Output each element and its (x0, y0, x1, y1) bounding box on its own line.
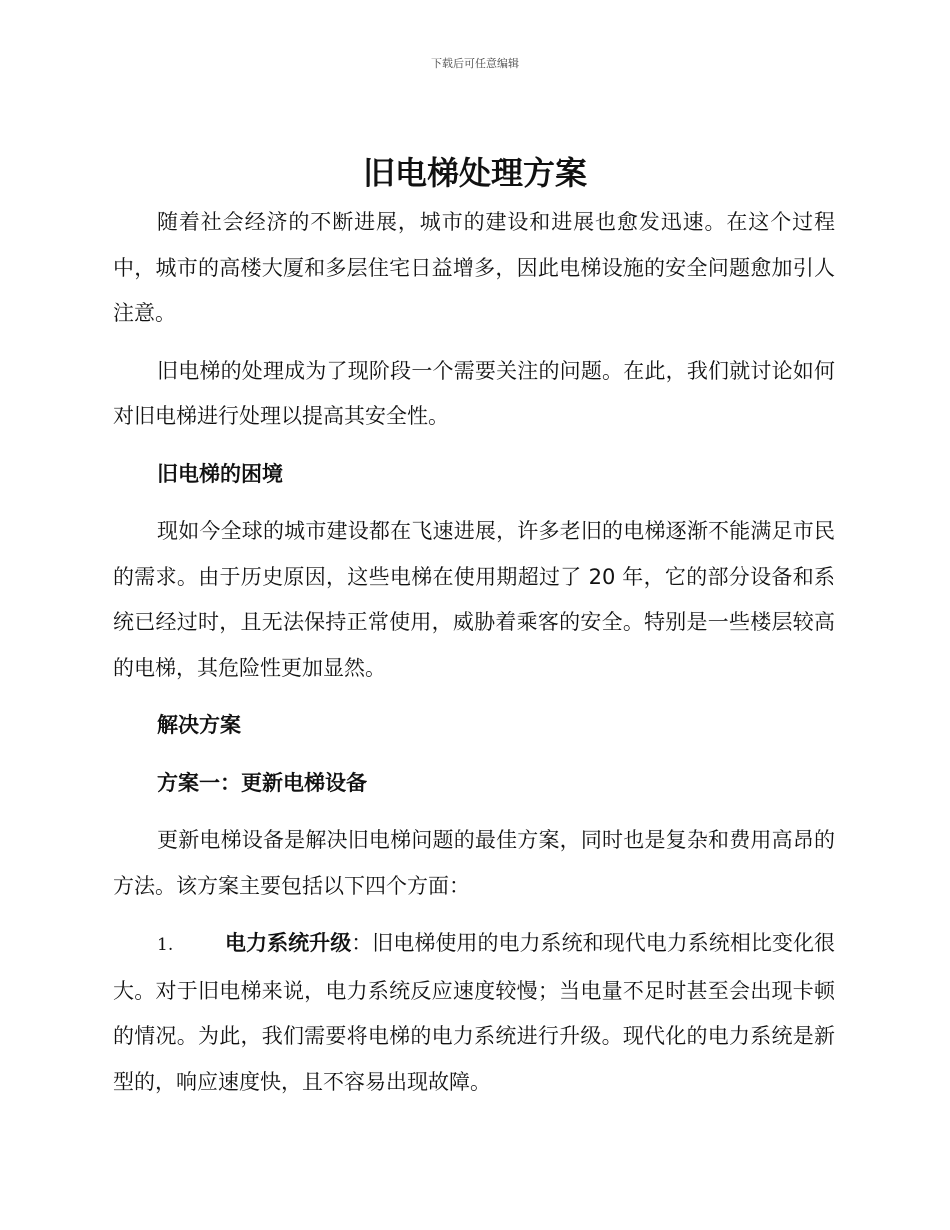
heading-plan-one: 方案一：更新电梯设备 (157, 770, 367, 795)
plan-one-intro-paragraph: 更新电梯设备是解决旧电梯问题的最佳方案，同时也是复杂和费用高昂的方法。该方案主要包括以下四个方面： (113, 828, 835, 898)
list-item-text: ：旧电梯使用的电力系统和现代电力系统相比变化很大。对于旧电梯来说，电力系统反应速度较慢；当电量不足时甚至会出现卡顿的情况。为此，我们需要将电梯的电力系统进行升级。现代化的电力系统是新型的，响应速度快，且不容易出现故障。 (113, 931, 836, 1094)
document-body (113, 200, 835, 1117)
dilemma-paragraph: 现如今全球的城市建设都在飞速进展，许多老旧的电梯逐渐不能满足市民的需求。由于历史原因，这些电梯在使用期超过了 20 年，它的部分设备和系统已经过时，且无法保持正常使用，威胁着乘客的安全。特别是一些楼层较高的电梯，其危险性更加显然。 (113, 519, 835, 680)
document-title: 旧电梯处理方案 (362, 154, 587, 192)
intro-paragraph-1: 随着社会经济的不断进展，城市的建设和进展也愈发迅速。在这个过程中，城市的高楼大厦和多层住宅日益增多，因此电梯设施的安全问题愈加引人注意。 (113, 210, 835, 325)
heading-solution: 解决方案 (157, 713, 241, 737)
list-item-label: 电力系统升级 (225, 931, 352, 955)
list-item-number: 1. (157, 935, 174, 955)
intro-paragraph-2: 旧电梯的处理成为了现阶段一个需要关注的问题。在此，我们就讨论如何对旧电梯进行处理以提高其安全性。 (113, 358, 835, 428)
list-item (113, 921, 835, 1105)
header-note: 下载后可任意编辑 (431, 57, 519, 70)
heading-dilemma: 旧电梯的困境 (157, 461, 283, 486)
